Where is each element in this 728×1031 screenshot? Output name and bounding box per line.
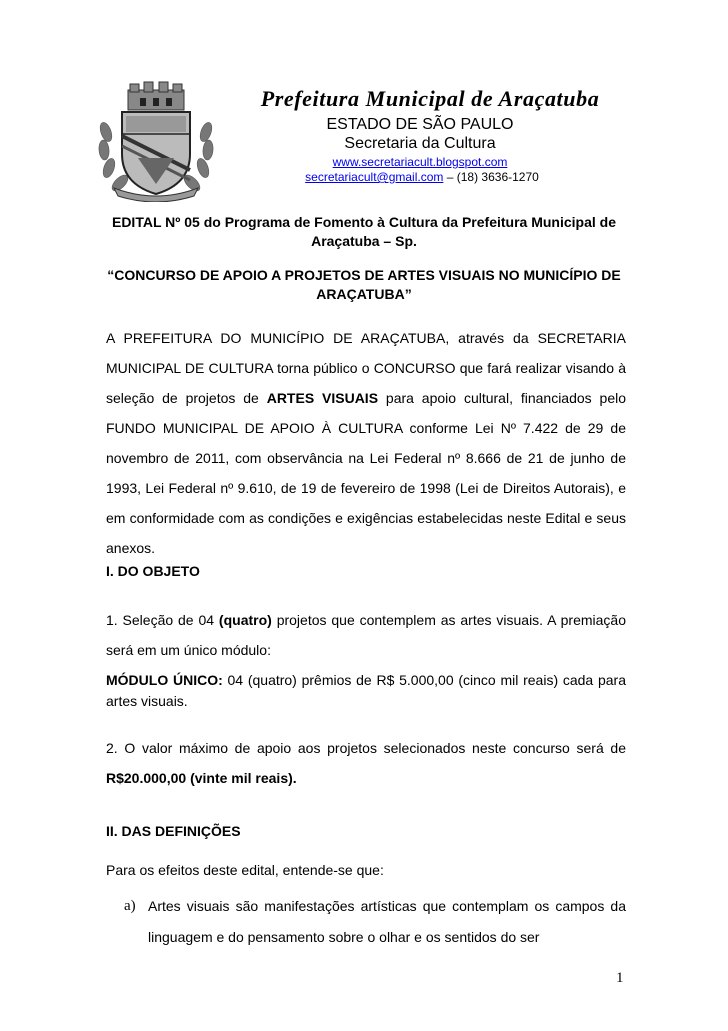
phone-text: – (18) 3636-1270 (443, 170, 539, 184)
edital-title: EDITAL Nº 05 do Programa de Fomento à Cultura da Prefeitura Municipal de Araçatuba – Sp. (111, 214, 616, 249)
header-title: Prefeitura Municipal de Araçatuba (260, 86, 600, 111)
item2-text: 2. O valor máximo de apoio aos projetos selecionados neste concurso será de (106, 740, 626, 756)
objeto-item-1 (106, 605, 626, 665)
website-link[interactable]: www.secretariacult.blogspot.com (332, 155, 508, 169)
intro-text-2: para apoio cultural, financiados pelo FUNDO MUNICIPAL DE APOIO À CULTURA conforme Lei Nº 7.422 de 29 de novembro de 2011, com observância na Lei Federal nº 8.666 de 21 de junho de 1993, Lei Federal nº 9.610, de 19 de fevereiro de 1998 (Lei de Direitos Autorais), e em conformidade com as condições e exigências estabelecidas neste Edital e seus anexos. (106, 390, 627, 556)
intro-paragraph (106, 323, 626, 563)
item1-text-1: 1. Seleção de 04 (106, 612, 219, 628)
concurso-title: “CONCURSO DE APOIO A PROJETOS DE ARTES VISUAIS NO MUNICÍPIO DE ARAÇATUBA” (107, 267, 621, 302)
modulo-text: 04 (quatro) prêmios de R$ 5.000,00 (cinco mil reais) cada para artes visuais. (106, 672, 626, 709)
definicoes-list-item (124, 891, 626, 953)
item1-bold: (quatro) (218, 612, 272, 628)
modulo-unico (106, 670, 626, 712)
header-department: Secretaria da Cultura (344, 135, 496, 152)
page-number: 1 (616, 970, 624, 986)
intro-bold: ARTES VISUAIS (266, 390, 379, 406)
header-state: ESTADO DE SÃO PAULO (326, 116, 514, 133)
item1-text-2: projetos que contemplem as artes visuais. A premiação será em um único módulo: (106, 612, 626, 658)
intro-text-1: A PREFEITURA DO MUNICÍPIO DE ARAÇATUBA, através da SECRETARIA MUNICIPAL DE CULTURA torna público o CONCURSO que fará realizar visando à seleção de projetos de (106, 330, 626, 406)
list-item-text: Artes visuais são manifestações artísticas que contemplam os campos da linguagem e do pensamento sobre o olhar e os sentidos do ser (148, 898, 626, 945)
list-marker: a) (124, 898, 136, 914)
section-heading-definicoes: II. DAS DEFINIÇÕES (106, 823, 241, 839)
email-link[interactable]: secretariacult@gmail.com (305, 170, 444, 184)
definicoes-intro: Para os efeitos deste edital, entende-se que: (106, 862, 384, 878)
objeto-item-2 (106, 733, 626, 793)
item2-bold: R$20.000,00 (vinte mil reais). (106, 770, 297, 786)
modulo-label: MÓDULO ÚNICO: (106, 672, 223, 688)
section-heading-objeto: I. DO OBJETO (106, 563, 200, 579)
header-website-link[interactable] (250, 155, 590, 169)
header-contact (232, 170, 612, 184)
